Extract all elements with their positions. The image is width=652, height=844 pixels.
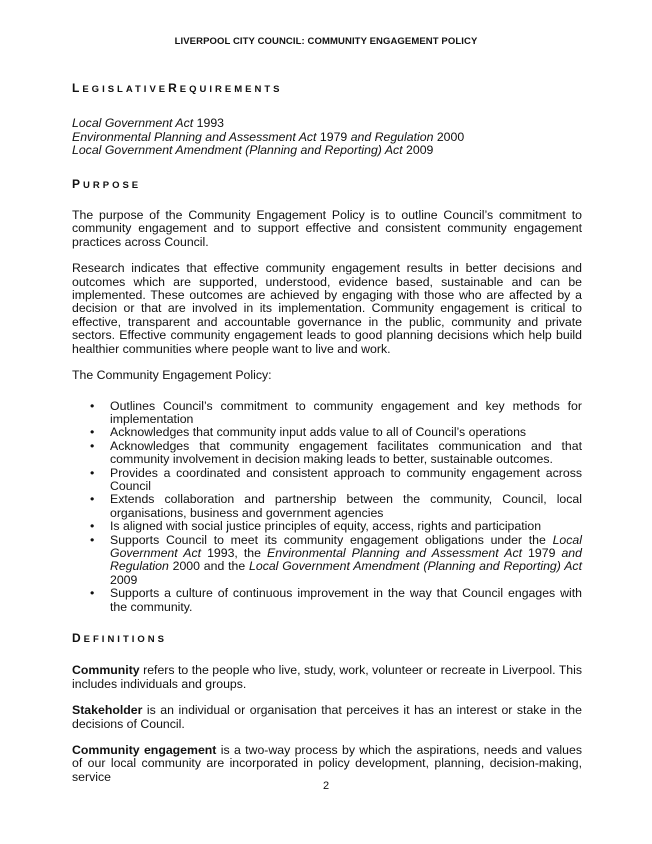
definition-item <box>72 744 582 784</box>
bullet-icon: • <box>90 465 95 480</box>
list-item <box>72 467 582 494</box>
bullet-icon: • <box>90 586 95 601</box>
page-number: 2 <box>322 780 330 792</box>
list-item-text: Acknowledges that community engagement facilitates communication and that community involvement in decision making leads to better, sustainable outcomes. <box>110 438 582 467</box>
definition-term: Stakeholder <box>72 703 143 718</box>
definitions-heading <box>72 632 582 646</box>
act-year: 2009 <box>402 143 434 158</box>
legislation-item <box>72 117 582 130</box>
list-item-text: Extends collaboration and partnership between the community, Council, local organisations, business and government agencies <box>110 492 582 520</box>
list-item <box>72 400 582 427</box>
policy-intro: The Community Engagement Policy: <box>72 368 272 383</box>
list-item-text: 1979 <box>522 545 562 560</box>
definition-text: refers to the people who live, study, work, volunteer or recreate in Liverpool. This includes individuals and groups. <box>72 663 582 691</box>
act-year: 1993 <box>193 116 224 131</box>
legislation-list <box>72 117 582 157</box>
list-item <box>72 493 582 520</box>
list-item-text: Supports a culture of continuous improvement in the way that Council engages with the community. <box>110 586 582 614</box>
heading-rest: URPOSE <box>83 179 142 191</box>
list-item-text: Acknowledges that community input adds value to all of Council’s operations <box>110 425 527 440</box>
list-item <box>72 520 582 533</box>
act-title: Local Government Act <box>72 116 194 131</box>
list-item <box>72 426 582 439</box>
definition-item <box>72 664 582 691</box>
heading-rest: EQUIREMENTS <box>179 84 283 95</box>
page-header: LIVERPOOL CITY COUNCIL: COMMUNITY ENGAGEMENT POLICY <box>174 36 478 47</box>
act-title: Local Government Amendment (Planning and Reporting) Act <box>249 559 582 574</box>
legislative-heading <box>72 82 582 96</box>
definition-term: Community engagement <box>72 743 217 758</box>
heading-initial: D <box>72 631 84 645</box>
definition-text: is a two-way process by which the aspirations, needs and values of our local community are incorporated in policy development, planning, decision-making, service <box>72 743 582 784</box>
bullet-icon: • <box>90 425 95 440</box>
list-item-text: Is aligned with social justice principles of equity, access, rights and participation <box>110 519 542 534</box>
definition-text: is an individual or organisation that perceives it has an interest or stake in the decisions of Council. <box>72 703 582 731</box>
definition-term: Community <box>72 663 140 678</box>
act-title: Environmental Planning and Assessment Act <box>72 129 317 144</box>
legislation-item <box>72 131 582 144</box>
list-item <box>72 534 582 588</box>
act-title: and Regulation <box>350 129 434 144</box>
bullet-icon: • <box>90 532 95 547</box>
act-year: 2000 <box>433 129 465 144</box>
act-title: Environmental Planning and Assessment Act <box>267 545 523 560</box>
list-item-text: Outlines Council’s commitment to community engagement and key methods for implementation <box>110 398 582 426</box>
purpose-heading <box>72 178 582 192</box>
act-title: Local Government Act <box>110 532 582 560</box>
list-item <box>72 587 582 614</box>
bullet-icon: • <box>90 398 95 413</box>
list-item-text: Provides a coordinated and consistent approach to community engagement across Council <box>110 465 582 493</box>
bullet-icon: • <box>90 519 95 534</box>
heading-rest: EGISLATIVE <box>82 84 169 95</box>
bullet-icon: • <box>90 438 95 453</box>
list-item-text: 2000 and the <box>168 559 250 574</box>
act-title: and Regulation <box>110 545 582 574</box>
legislation-item <box>72 144 582 157</box>
list-item <box>72 440 582 467</box>
purpose-paragraph: Research indicates that effective community engagement results in better decisions and outcomes which are supported, understood, evidence based, sustainable and can be implemented. These outcomes are achieved by engaging with those who are affected by a decision or that are involved in its implementation. Community engagement is critical to effective, transparent and accountable governance in the public, community and private sectors. Effective community engagement leads to good planning decisions which help build healthier communities where people want to live and work. <box>72 261 582 356</box>
bullet-icon: • <box>90 492 95 507</box>
list-item-text: 1993, the <box>201 545 268 560</box>
heading-initial: L <box>72 81 83 95</box>
heading-initial: P <box>72 176 84 191</box>
heading-rest: EFINITIONS <box>83 634 167 645</box>
policy-bullet-list <box>72 400 582 615</box>
list-item-text: 2009 <box>110 572 138 587</box>
act-year: 1979 <box>316 129 351 144</box>
list-item-text: Supports Council to meet its community engagement obligations under the <box>110 532 553 547</box>
page-content <box>72 82 582 784</box>
act-title: Local Government Amendment (Planning and Reporting) Act <box>72 143 403 158</box>
definition-item <box>72 704 582 731</box>
purpose-paragraph: The purpose of the Community Engagement Policy is to outline Council’s commitment to community engagement and to support effective and consistent community engagement practices across Council. <box>72 208 582 249</box>
heading-initial: R <box>168 81 180 95</box>
